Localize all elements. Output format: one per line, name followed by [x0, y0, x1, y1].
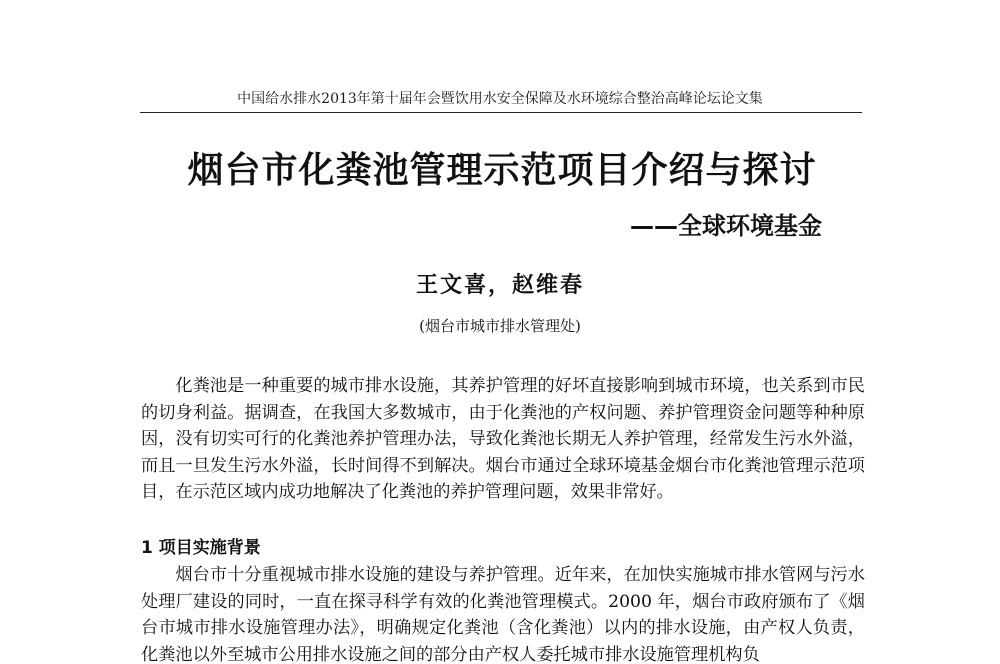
intro-paragraph: 化粪池是一种重要的城市排水设施，其养护管理的好坏直接影响到城市环境，也关系到市民的切身利益。据调查，在我国大多数城市，由于化粪池的产权问题、养护管理资金问题等种种原因，没有切实可行的化粪池养护管理办法，导致化粪池长期无人养护管理，经常发生污水外溢，而且一旦发生污水外溢，长时间得不到解决。烟台市通过全球环境基金烟台市化粪池管理示范项目，在示范区域内成功地解决了化粪池的养护管理问题，效果非常好。	[141, 376, 865, 502]
background-paragraph: 烟台市十分重视城市排水设施的建设与养护管理。近年来，在加快实施城市排水管网与污水处理厂建设的同时，一直在探寻科学有效的化粪池管理模式。2000 年，烟台市政府颁布了《烟台市城市排水设施管理办法》，明确规定化粪池（含化粪池）以内的排水设施，由产权人负责，化粪池以外至城市公用排水设施之间的部分由产权人委托城市排水设施管理机构负	[141, 565, 865, 664]
paper-subtitle: ——全球环境基金	[630, 212, 822, 240]
paper-title: 烟台市化粪池管理示范项目介绍与探讨	[187, 150, 817, 191]
header-rule	[140, 112, 862, 113]
section-heading: 1 项目实施背景	[141, 538, 261, 558]
authors: 王文喜，赵维春	[415, 272, 584, 298]
running-header: 中国给水排水2013年第十届年会暨饮用水安全保障及水环境综合整治高峰论坛论文集	[237, 91, 763, 107]
affiliation: (烟台市城市排水管理处)	[419, 317, 581, 335]
